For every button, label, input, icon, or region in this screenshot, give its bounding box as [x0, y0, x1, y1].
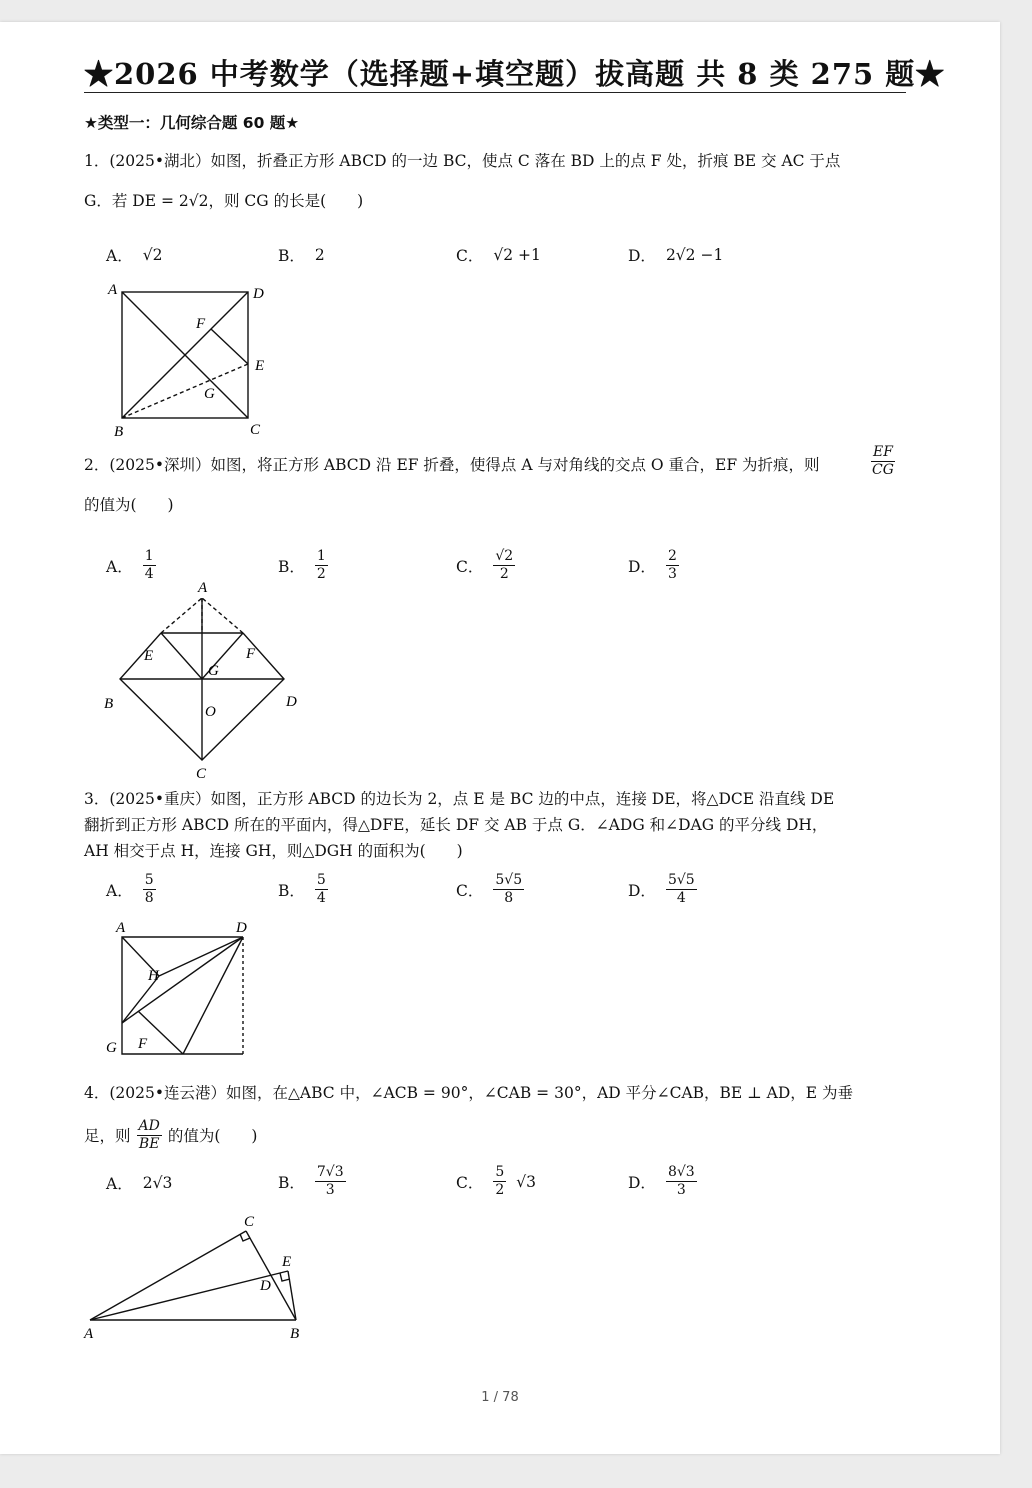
label-g: G — [208, 663, 219, 679]
label-a: A — [84, 1326, 94, 1342]
question-3-option-d[interactable]: D． $\frac{5√5}{4}$ — [628, 872, 695, 906]
label-e: E — [144, 648, 154, 664]
question-2-line-2: 的值为( ) — [84, 496, 174, 514]
question-4-line-1: 4．(2025•连云港）如图，在△ABC 中，∠ACB = 90°，∠CAB = 30°，AD 平分∠CAB，BE ⊥ AD，E 为垂 — [84, 1084, 854, 1102]
label-a: A — [198, 580, 208, 596]
question-4-option-b[interactable]: B． $\frac{7√3}{3}$ — [278, 1164, 344, 1198]
question-4-figure — [80, 1212, 320, 1352]
question-3-option-a[interactable]: A． $\frac{5}{8}$ — [106, 872, 154, 906]
label-o: O — [205, 704, 216, 720]
question-4-option-a[interactable]: A． 2√3 — [106, 1174, 173, 1193]
question-4-fraction: $\frac{AD}{BE}$ — [138, 1118, 160, 1152]
option-value: 2√3 — [142, 1174, 173, 1192]
question-3-line-3: AH 相交于点 H，连接 GH，则△DGH 的面积为( ) — [84, 842, 463, 860]
option-value: 2 — [314, 246, 325, 264]
label-f: F — [246, 646, 256, 662]
page-title: ★2026 中考数学（选择题+填空题）拔高题 共 8 类 275 题★ — [84, 57, 946, 91]
question-2-line-1: 2．(2025•深圳）如图，将正方形 ABCD 沿 EF 折叠，使得点 A 与对角线的交点 O 重合，EF 为折痕，则 — [84, 456, 820, 474]
label-f: F — [138, 1036, 148, 1052]
question-3-option-c[interactable]: C． $\frac{5√5}{8}$ — [456, 872, 523, 906]
option-value: √2 +1 — [493, 246, 541, 264]
label-b: B — [114, 424, 124, 440]
question-2-option-b[interactable]: B． $\frac{1}{2}$ — [278, 548, 326, 582]
label-b: B — [290, 1326, 300, 1342]
label-g: G — [204, 386, 215, 402]
label-c: C — [244, 1214, 255, 1230]
page-number: 1 / 78 — [481, 1390, 519, 1405]
label-b: B — [104, 696, 114, 712]
question-1-line-1: 1．(2025•湖北）如图，折叠正方形 ABCD 的一边 BC，使点 C 落在 BD 上的点 F 处，折痕 BE 交 AC 于点 — [84, 152, 841, 170]
label-d: D — [260, 1278, 271, 1294]
label-h: H — [148, 968, 159, 984]
label-c: C — [196, 766, 207, 782]
question-1-option-b[interactable]: B． 2 — [278, 246, 325, 265]
question-4-option-c[interactable]: C． $\frac{5}{2}$ √3 — [456, 1164, 537, 1198]
question-1-figure — [100, 284, 280, 460]
label-g: G — [106, 1040, 117, 1056]
question-2-figure — [100, 578, 310, 784]
label-e: E — [255, 358, 265, 374]
question-1-option-d[interactable]: D． 2√2 −1 — [628, 246, 724, 265]
question-1-option-c[interactable]: C． √2 +1 — [456, 246, 541, 265]
label-e: E — [282, 1254, 292, 1270]
title-divider — [84, 92, 906, 93]
section-heading: ★类型一：几何综合题 60 题★ — [84, 114, 300, 132]
label-c: C — [250, 422, 261, 438]
question-4-line-2: 足，则 $\frac{AD}{BE}$ 的值为( ) — [84, 1118, 258, 1152]
question-2-option-a[interactable]: A． $\frac{1}{4}$ — [106, 548, 154, 582]
question-1-option-a[interactable]: A． √2 — [106, 246, 163, 265]
label-f: F — [196, 316, 206, 332]
question-2-fraction: $\frac{EF}{CG}$ — [872, 444, 894, 478]
question-3-option-b[interactable]: B． $\frac{5}{4}$ — [278, 872, 326, 906]
label-d: D — [236, 920, 247, 936]
document-page — [0, 22, 1000, 1454]
question-2-option-d[interactable]: D． $\frac{2}{3}$ — [628, 548, 677, 582]
label-d: D — [286, 694, 297, 710]
label-a: A — [108, 284, 118, 298]
label-d: D — [253, 286, 264, 302]
question-2-option-c[interactable]: C． $\frac{√2}{2}$ — [456, 548, 514, 582]
question-3-figure — [100, 920, 270, 1080]
question-3-line-2: 翻折到正方形 ABCD 所在的平面内，得△DFE，延长 DF 交 AB 于点 G．∠ADG 和∠DAG 的平分线 DH， — [84, 816, 828, 834]
option-value: 2√2 −1 — [665, 246, 724, 264]
question-4-option-d[interactable]: D． $\frac{8√3}{3}$ — [628, 1164, 695, 1198]
question-1-line-2: G．若 DE = 2√2，则 CG 的长是( ) — [84, 192, 364, 210]
question-3-line-1: 3．(2025•重庆）如图，正方形 ABCD 的边长为 2，点 E 是 BC 边的中点，连接 DE，将△DCE 沿直线 DE — [84, 790, 835, 808]
label-a: A — [116, 920, 126, 936]
option-value: √2 — [142, 246, 163, 264]
